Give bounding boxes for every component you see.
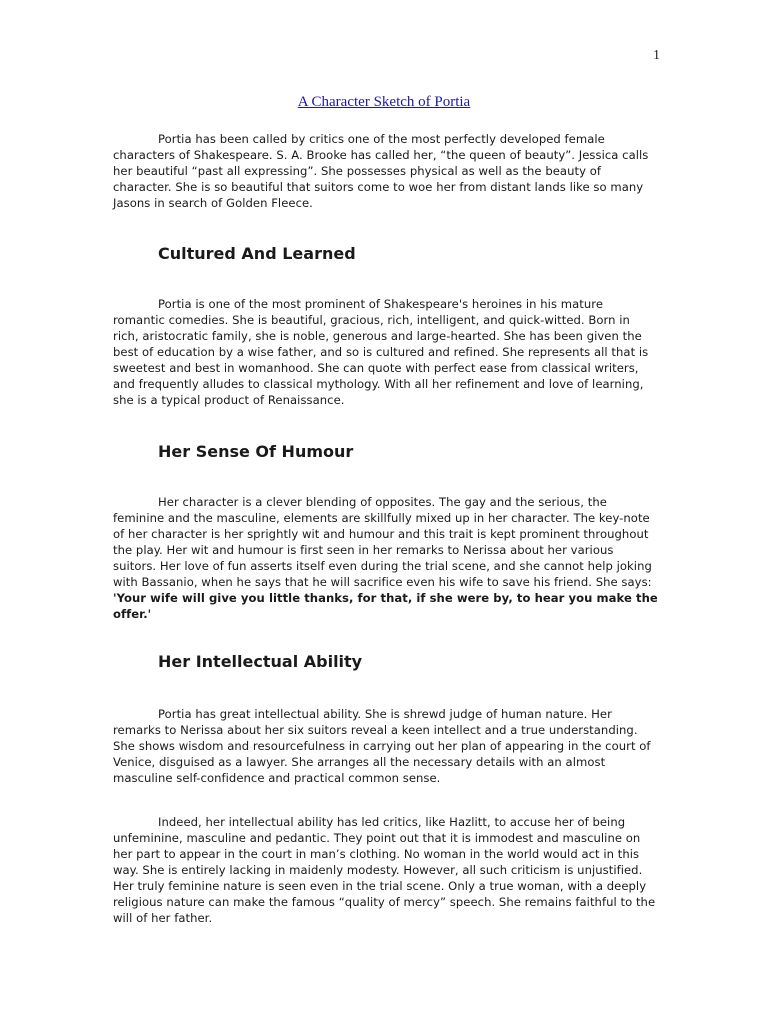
heading-sense-of-humour: Her Sense Of Humour <box>158 442 354 461</box>
heading-cultured-and-learned: Cultured And Learned <box>158 244 356 263</box>
paragraph-text: Portia is one of the most prominent of Shakespeare's heroines in his mature romantic comedies. She is beautiful, gracious, rich, intelligent, and quick-witted. Born in rich, aristocratic family, she is noble, generous and large-hearted. She has been given the best of education by a wise father, and so is cultured and refined. She represents all that is sweetest and best in womanhood. She can quote with perfect ease from classical writers, and frequently alludes to classical mythology. With all her refinement and love of learning, she is a typical product of Renaissance. <box>113 297 649 407</box>
intro-paragraph <box>113 131 658 211</box>
paragraph-intellectual-ability-2 <box>113 814 658 926</box>
intro-text: Portia has been called by critics one of the most perfectly developed female characters of Shakespeare. S. A. Brooke has called her, “the queen of beauty”. Jessica calls her beautiful “past all expressing”. She possesses physical as well as the beauty of character. She is so beautiful that suitors come to woe her from distant lands like so many Jasons in search of Golden Fleece. <box>113 132 649 210</box>
paragraph-cultured-and-learned <box>113 296 658 408</box>
paragraph-intellectual-ability <box>113 706 658 786</box>
page-number: 1 <box>653 48 660 63</box>
paragraph-text: Her character is a clever blending of opposites. The gay and the serious, the feminine and the masculine, elements are skillfully mixed up in her character. The key-note of her character is her sprightly wit and humour and this trait is kept prominent throughout the play. Her wit and humour is first seen in her remarks to Nerissa about her various suitors. Her love of fun asserts itself even during the trial scene, and she cannot help joking with Bassanio, when he says that he will sacrifice even his wife to save his friend. She says: <box>113 495 652 589</box>
paragraph-text: Portia has great intellectual ability. She is shrewd judge of human nature. Her remarks to Nerissa about her six suitors reveal a keen intellect and a true understanding. She shows wisdom and resourcefulness in carrying out her plan of appearing in the court of Venice, disguised as a lawyer. She arranges all the necessary details with an almost masculine self-confidence and practical common sense. <box>113 707 651 785</box>
document-title: A Character Sketch of Portia <box>297 94 471 110</box>
portia-quote: 'Your wife will give you little thanks, for that, if she were by, to hear you make the offer.' <box>113 591 658 621</box>
paragraph-sense-of-humour <box>113 494 658 622</box>
paragraph-text: Indeed, her intellectual ability has led critics, like Hazlitt, to accuse her of being unfeminine, masculine and pedantic. They point out that it is immodest and masculine on her part to appear in the court in man’s clothing. No woman in the world would act in this way. She is entirely lacking in maidenly modesty. However, all such criticism is unjustified. Her truly feminine nature is seen even in the trial scene. Only a true woman, with a deeply religious nature can make the famous “quality of mercy” speech. She remains faithful to the will of her father. <box>113 815 656 925</box>
heading-intellectual-ability: Her Intellectual Ability <box>158 652 363 671</box>
